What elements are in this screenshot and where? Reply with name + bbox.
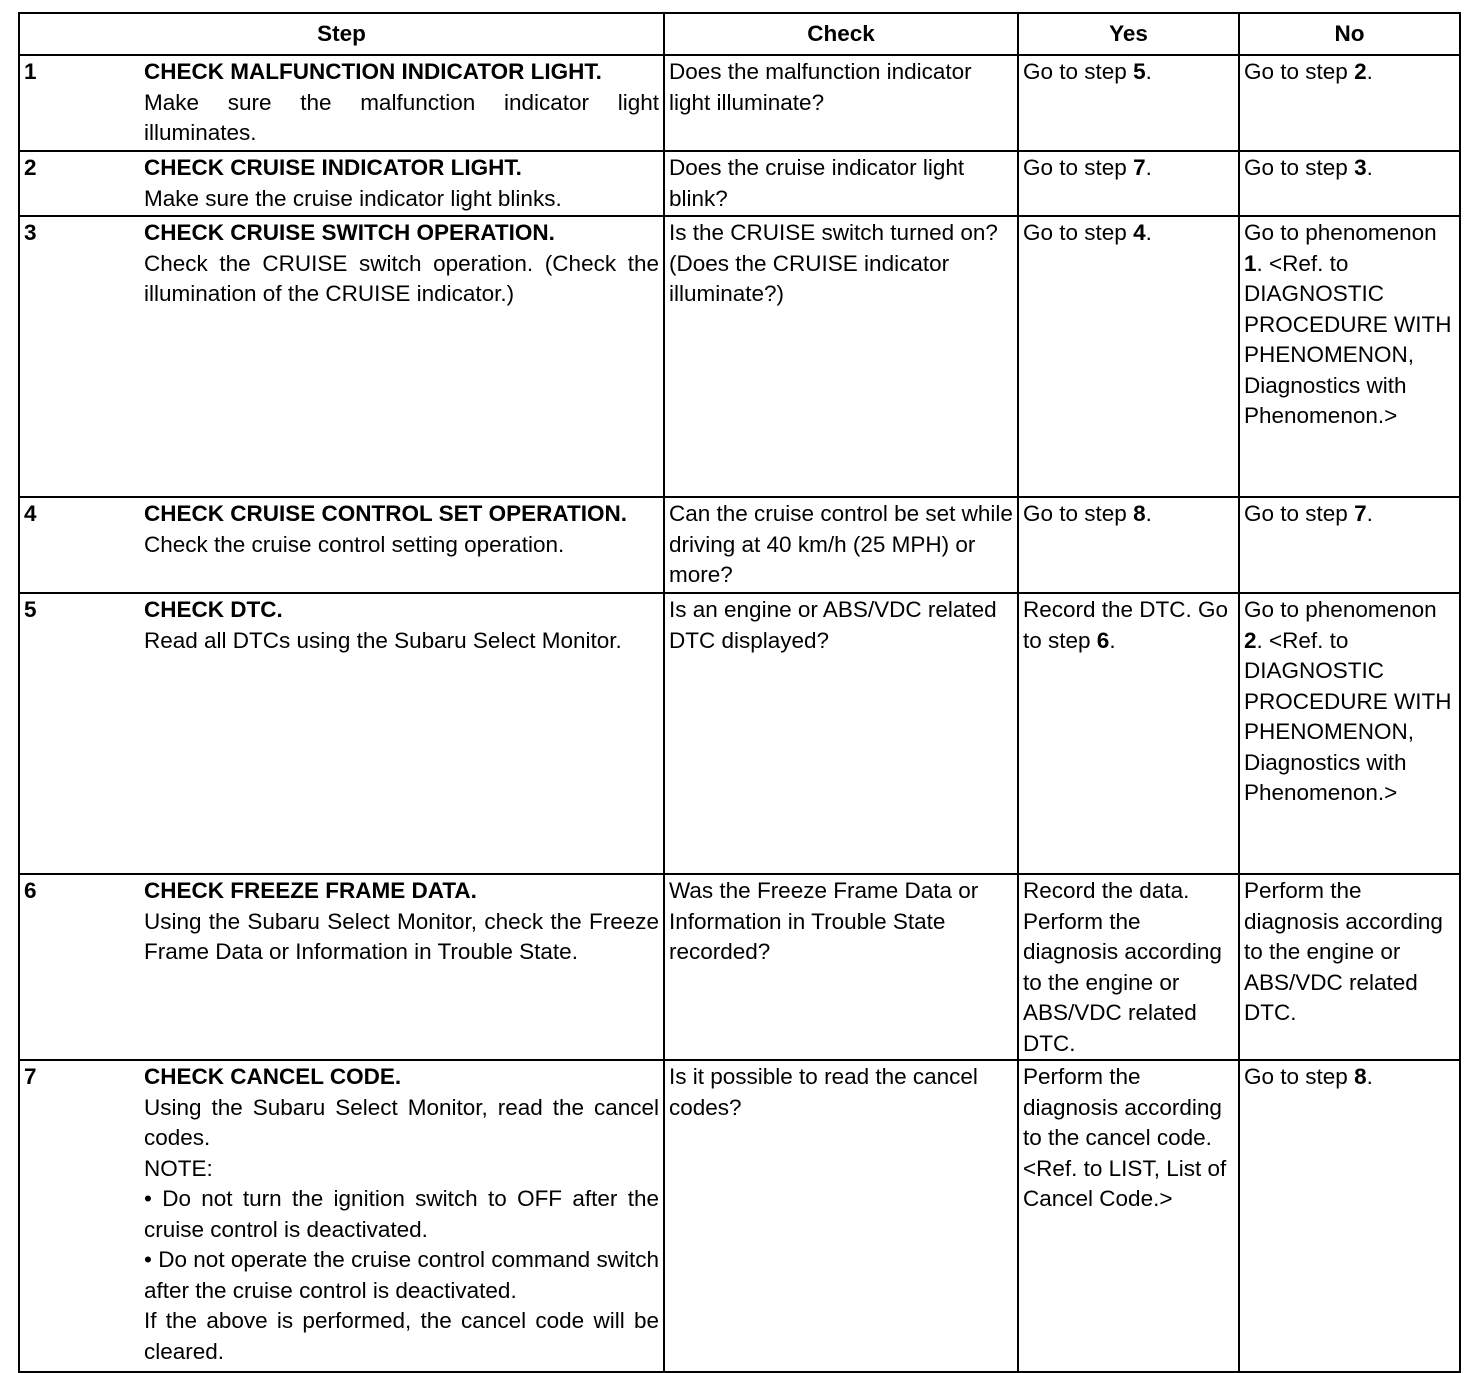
step-description: Using the Subaru Select Monitor, read the cancel codes. <box>144 1094 659 1150</box>
yes-suffix: . <box>1145 155 1152 180</box>
table-row <box>19 216 1460 497</box>
note-after: If the above is performed, the cancel code will be cleared. <box>144 1308 659 1364</box>
step-cell <box>19 151 664 216</box>
yes-prefix: Go to step <box>1023 501 1134 526</box>
step-description: Using the Subaru Select Monitor, check the Freeze Frame Data or Information in Trouble State. <box>144 908 659 964</box>
yes-cell: Perform the diagnosis according to the cancel code. <Ref. to LIST, List of Cancel Code.> <box>1018 1060 1239 1372</box>
no-prefix: Go to step <box>1244 155 1355 180</box>
step-title: CHECK MALFUNCTION INDICATOR LIGHT. <box>144 59 602 84</box>
no-phenomenon-ref: 2 <box>1244 627 1257 653</box>
yes-prefix: Go to step <box>1023 155 1134 180</box>
yes-cell: Record the data. Perform the diagnosis according to the engine or ABS/VDC related DTC. <box>1018 874 1239 1060</box>
table-row <box>19 1060 1460 1372</box>
yes-step-ref: 6 <box>1096 627 1110 653</box>
yes-cell <box>1018 593 1239 874</box>
yes-suffix: . <box>1109 627 1116 653</box>
yes-cell <box>1018 151 1239 216</box>
table-header-row <box>19 13 1460 55</box>
table-row <box>19 55 1460 151</box>
table-row <box>19 593 1460 874</box>
no-suffix: . <box>1366 1064 1373 1089</box>
step-title: CHECK CRUISE CONTROL SET OPERATION. <box>144 501 627 526</box>
yes-cell <box>1018 497 1239 593</box>
table-row <box>19 497 1460 593</box>
note-label: NOTE: <box>144 1155 213 1181</box>
note-bullet: • Do not turn the ignition switch to OFF after the cruise control is deactivated. <box>144 1186 659 1242</box>
yes-suffix: . <box>1145 220 1152 245</box>
yes-suffix: . <box>1145 59 1152 84</box>
yes-suffix: . <box>1145 501 1152 526</box>
yes-prefix: Record the DTC. Go to step <box>1023 597 1229 653</box>
step-number: 2 <box>24 155 37 180</box>
check-cell: Can the cruise control be set while driving at 40 km/h (25 MPH) or more? <box>664 497 1018 593</box>
check-cell: Does the cruise indicator light blink? <box>664 151 1018 216</box>
no-step-ref: 3 <box>1354 155 1367 180</box>
step-title: CHECK DTC. <box>144 597 283 622</box>
no-cell <box>1239 1060 1460 1372</box>
step-description: Check the CRUISE switch operation. (Check the illumination of the CRUISE indicator.) <box>144 250 659 306</box>
step-cell <box>19 216 664 497</box>
step-number: 4 <box>24 501 37 526</box>
step-title: CHECK CRUISE INDICATOR LIGHT. <box>144 155 522 180</box>
no-cell <box>1239 55 1460 151</box>
diagnostic-table <box>18 12 1461 1373</box>
yes-cell <box>1018 55 1239 151</box>
yes-prefix: Go to step <box>1023 220 1134 245</box>
no-prefix: Go to step <box>1244 501 1355 526</box>
step-description: Check the cruise control setting operation. <box>144 531 565 557</box>
step-number: 1 <box>24 59 37 84</box>
no-prefix: Go to step <box>1244 59 1355 84</box>
no-phenomenon-ref: 1 <box>1244 250 1257 276</box>
check-cell: Is the CRUISE switch turned on? (Does the CRUISE indicator illuminate?) <box>664 216 1018 497</box>
no-step-ref: 2 <box>1354 59 1367 84</box>
no-cell <box>1239 497 1460 593</box>
check-cell: Was the Freeze Frame Data or Information in Trouble State recorded? <box>664 874 1018 1060</box>
header-yes: Yes <box>1018 13 1239 55</box>
step-number: 3 <box>24 220 37 245</box>
no-cell <box>1239 593 1460 874</box>
header-no: No <box>1239 13 1460 55</box>
no-suffix: . <box>1366 59 1373 84</box>
no-cell <box>1239 151 1460 216</box>
yes-prefix: Go to step <box>1023 59 1134 84</box>
yes-step-ref: 5 <box>1133 59 1146 84</box>
check-cell: Is it possible to read the cancel codes? <box>664 1060 1018 1372</box>
no-suffix: . <Ref. to DIAGNOSTIC PROCEDURE WITH PHENOMENON, Diagnostics with Phenomenon.> <box>1244 250 1452 428</box>
note-bullet: • Do not operate the cruise control command switch after the cruise control is deactivated. <box>144 1247 659 1303</box>
step-cell <box>19 593 664 874</box>
step-description: Make sure the cruise indicator light blinks. <box>144 185 562 211</box>
step-description: Make sure the malfunction indicator light illuminates. <box>144 89 659 145</box>
yes-step-ref: 8 <box>1133 501 1146 526</box>
step-cell <box>19 55 664 151</box>
no-cell: Perform the diagnosis according to the engine or ABS/VDC related DTC. <box>1239 874 1460 1060</box>
step-title: CHECK FREEZE FRAME DATA. <box>144 878 477 903</box>
no-suffix: . <Ref. to DIAGNOSTIC PROCEDURE WITH PHENOMENON, Diagnostics with Phenomenon.> <box>1244 627 1452 805</box>
no-step-ref: 7 <box>1354 501 1367 526</box>
step-cell <box>19 497 664 593</box>
step-cell <box>19 1060 664 1372</box>
table-row <box>19 151 1460 216</box>
step-description: Read all DTCs using the Subaru Select Monitor. <box>144 627 622 653</box>
yes-step-ref: 7 <box>1133 155 1146 180</box>
step-title: CHECK CANCEL CODE. <box>144 1064 402 1089</box>
no-step-ref: 8 <box>1354 1064 1367 1089</box>
no-prefix: Go to phenomenon <box>1244 597 1437 622</box>
check-cell: Is an engine or ABS/VDC related DTC displayed? <box>664 593 1018 874</box>
yes-step-ref: 4 <box>1133 220 1146 245</box>
step-number: 5 <box>24 597 37 622</box>
no-cell <box>1239 216 1460 497</box>
no-suffix: . <box>1366 501 1373 526</box>
header-check: Check <box>664 13 1018 55</box>
step-title: CHECK CRUISE SWITCH OPERATION. <box>144 220 555 245</box>
no-suffix: . <box>1366 155 1373 180</box>
table-row <box>19 874 1460 1060</box>
step-number: 7 <box>24 1064 37 1089</box>
step-cell <box>19 874 664 1060</box>
check-cell: Does the malfunction indicator light illuminate? <box>664 55 1018 151</box>
step-number: 6 <box>24 878 37 903</box>
yes-cell <box>1018 216 1239 497</box>
no-prefix: Go to step <box>1244 1064 1355 1089</box>
no-prefix: Go to phenomenon <box>1244 220 1437 245</box>
header-step: Step <box>19 13 664 55</box>
